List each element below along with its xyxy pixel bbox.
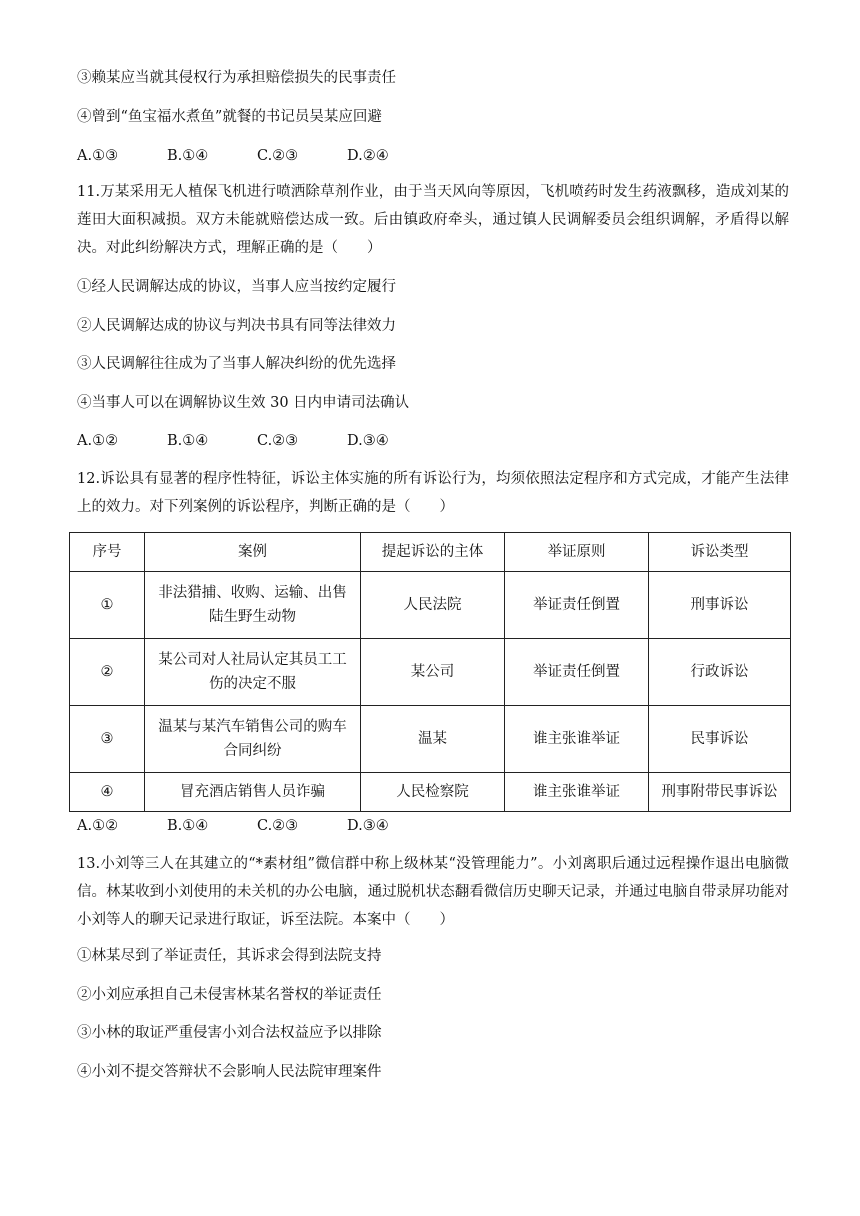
cell-principle: 举证责任倒置 [505, 572, 649, 639]
cell-subject: 温某 [361, 706, 505, 773]
q11-statement-1: ①经人民调解达成的协议，当事人应当按约定履行 [77, 279, 396, 295]
header-subject: 提起诉讼的主体 [361, 533, 505, 572]
option-a: A.①② [77, 818, 119, 834]
cell-case [145, 572, 361, 639]
header-case: 案例 [145, 533, 361, 572]
option-a: A.①③ [77, 148, 119, 164]
case-line-2: 合同纠纷 [223, 743, 282, 759]
case-line-2: 陆生野生动物 [209, 609, 296, 625]
table-row [70, 572, 791, 639]
option-b: B.①④ [167, 433, 209, 449]
option-d: D.②④ [347, 148, 389, 164]
cell-principle: 谁主张谁举证 [505, 706, 649, 773]
cell-type: 刑事诉讼 [649, 572, 791, 639]
q10-options [77, 146, 437, 166]
q13-statement-1: ①林某尽到了举证责任，其诉求会得到法院支持 [77, 948, 382, 964]
q11-statement-2: ②人民调解达成的协议与判决书具有同等法律效力 [77, 318, 396, 334]
cell-subject: 人民法院 [361, 572, 505, 639]
option-a: A.①② [77, 433, 119, 449]
option-c: C.②③ [257, 433, 299, 449]
option-d: D.③④ [347, 818, 389, 834]
q10-statement-3: ③赖某应当就其侵权行为承担赔偿损失的民事责任 [77, 70, 396, 86]
header-type: 诉讼类型 [649, 533, 791, 572]
table-row [70, 773, 791, 812]
table-row [70, 706, 791, 773]
q11-stem: 11.万某采用无人植保飞机进行喷洒除草剂作业，由于当天风向等原因，飞机喷药时发生药液飘移，造成刘某的莲田大面积减损。双方未能就赔偿达成一致。后由镇政府牵头，通过镇人民调解委员会组织调解，矛盾得以解决。对此纠纷解决方式，理解正确的是（ ） [77, 184, 789, 256]
table-row [70, 639, 791, 706]
option-b: B.①④ [167, 818, 209, 834]
cell-case: 冒充酒店销售人员诈骗 [145, 773, 361, 812]
case-line-2: 伤的决定不服 [209, 676, 296, 692]
cell-principle: 谁主张谁举证 [505, 773, 649, 812]
cell-type: 民事诉讼 [649, 706, 791, 773]
q12-stem: 12.诉讼具有显著的程序性特征，诉讼主体实施的所有诉讼行为，均须依照法定程序和方式完成，才能产生法律上的效力。对下列案例的诉讼程序，判断正确的是（ ） [77, 471, 789, 515]
q13-statement-4: ④小刘不提交答辩状不会影响人民法院审理案件 [77, 1064, 382, 1080]
header-principle: 举证原则 [505, 533, 649, 572]
cell-type: 行政诉讼 [649, 639, 791, 706]
cell-no: ④ [70, 773, 145, 812]
cell-type: 刑事附带民事诉讼 [649, 773, 791, 812]
q13-stem: 13.小刘等三人在其建立的“*素材组”微信群中称上级林某“没管理能力”。小刘离职后通过远程操作退出电脑微信。林某收到小刘使用的未关机的办公电脑，通过脱机状态翻看微信历史聊天记录，并通过电脑自带录屏功能对小刘等人的聊天记录进行取证，诉至法院。本案中（ ） [77, 856, 789, 928]
q11-statement-4: ④当事人可以在调解协议生效 30 日内申请司法确认 [77, 395, 410, 411]
q12-options [77, 816, 437, 836]
case-line-1: 非法猎捕、收购、运输、出售 [158, 585, 347, 601]
option-d: D.③④ [347, 433, 389, 449]
q13-statement-3: ③小林的取证严重侵害小刘合法权益应予以排除 [77, 1025, 382, 1041]
q10-statement-4: ④曾到“鱼宝福水煮鱼”就餐的书记员吴某应回避 [77, 109, 382, 125]
cell-no: ① [70, 572, 145, 639]
cell-case [145, 639, 361, 706]
q11-statement-3: ③人民调解往往成为了当事人解决纠纷的优先选择 [77, 356, 396, 372]
cell-principle: 举证责任倒置 [505, 639, 649, 706]
cell-no: ② [70, 639, 145, 706]
cell-subject: 人民检察院 [361, 773, 505, 812]
q11-options [77, 431, 437, 451]
litigation-table [69, 532, 791, 812]
case-line-1: 某公司对人社局认定其员工工 [158, 652, 347, 668]
q13-statement-2: ②小刘应承担自己未侵害林某名誉权的举证责任 [77, 987, 382, 1003]
option-b: B.①④ [167, 148, 209, 164]
header-no: 序号 [70, 533, 145, 572]
case-line-1: 温某与某汽车销售公司的购车 [158, 719, 347, 735]
cell-subject: 某公司 [361, 639, 505, 706]
cell-case [145, 706, 361, 773]
option-c: C.②③ [257, 818, 299, 834]
cell-no: ③ [70, 706, 145, 773]
option-c: C.②③ [257, 148, 299, 164]
table-header-row [70, 533, 791, 572]
